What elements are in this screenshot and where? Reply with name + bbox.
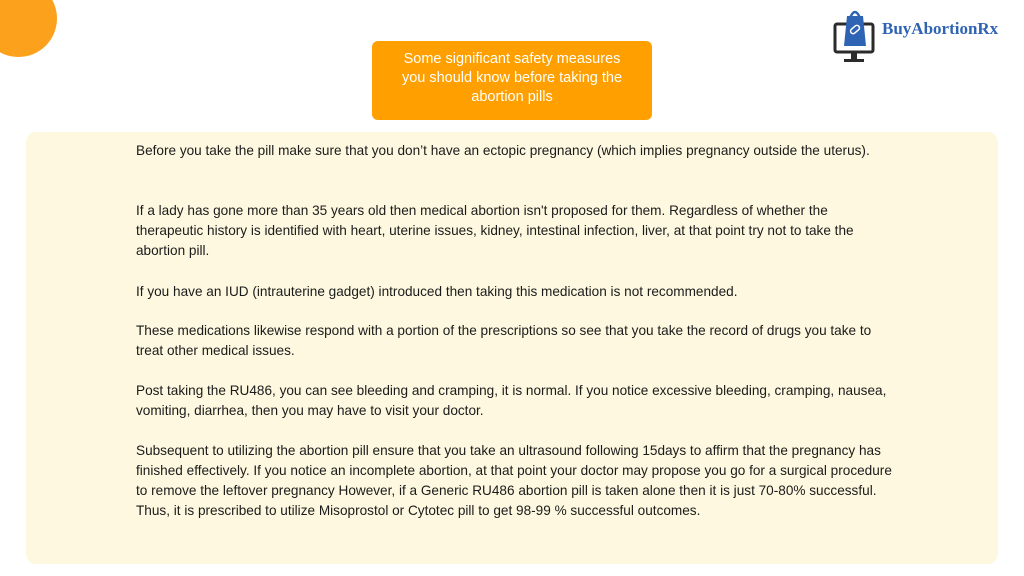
- paragraph-age: If a lady has gone more than 35 years old then medical abortion isn't proposed for them. Regardless of whether the therapeutic history is identified with heart, uterine issues, kidney, intestinal infection, liver, at that point try not to take the abortion pill.: [136, 203, 854, 258]
- paragraph-side-effects: Post taking the RU486, you can see bleeding and cramping, it is normal. If you notice excessive bleeding, cramping, nausea, vomiting, diarrhea, then you may have to visit your doctor.: [136, 383, 887, 418]
- page-title: Some significant safety measures you should know before taking the abortion pills: [372, 41, 652, 120]
- paragraph-follow-up: Subsequent to utilizing the abortion pill ensure that you take an ultrasound following 15days to affirm that the pregnancy has finished effectively. If you notice an incomplete abortion, at that point your doctor may propose you go for a surgical procedure to remove the leftover pregnancy However, if a Generic RU486 abortion pill is taken alone then it is just 70-80% successful. Thus, it is prescribed to utilize Misoprostol or Cytotec pill to get 98-99 % successful outcomes.: [136, 443, 892, 518]
- paragraph-drug-interactions: These medications likewise respond with a portion of the prescriptions so see that you take the record of drugs you take to treat other medical issues.: [136, 323, 872, 358]
- brand-name: BuyAbortionRx: [882, 19, 999, 38]
- brand-logo[interactable]: [832, 6, 998, 66]
- shopping-bag-monitor-icon: [832, 6, 878, 66]
- paragraph-ectopic: Before you take the pill make sure that you don’t have an ectopic pregnancy (which implies pregnancy outside the uterus).: [136, 143, 870, 158]
- decorative-orange-circle: [0, 0, 57, 57]
- paragraph-iud: If you have an IUD (intrauterine gadget) introduced then taking this medication is not recommended.: [136, 284, 738, 299]
